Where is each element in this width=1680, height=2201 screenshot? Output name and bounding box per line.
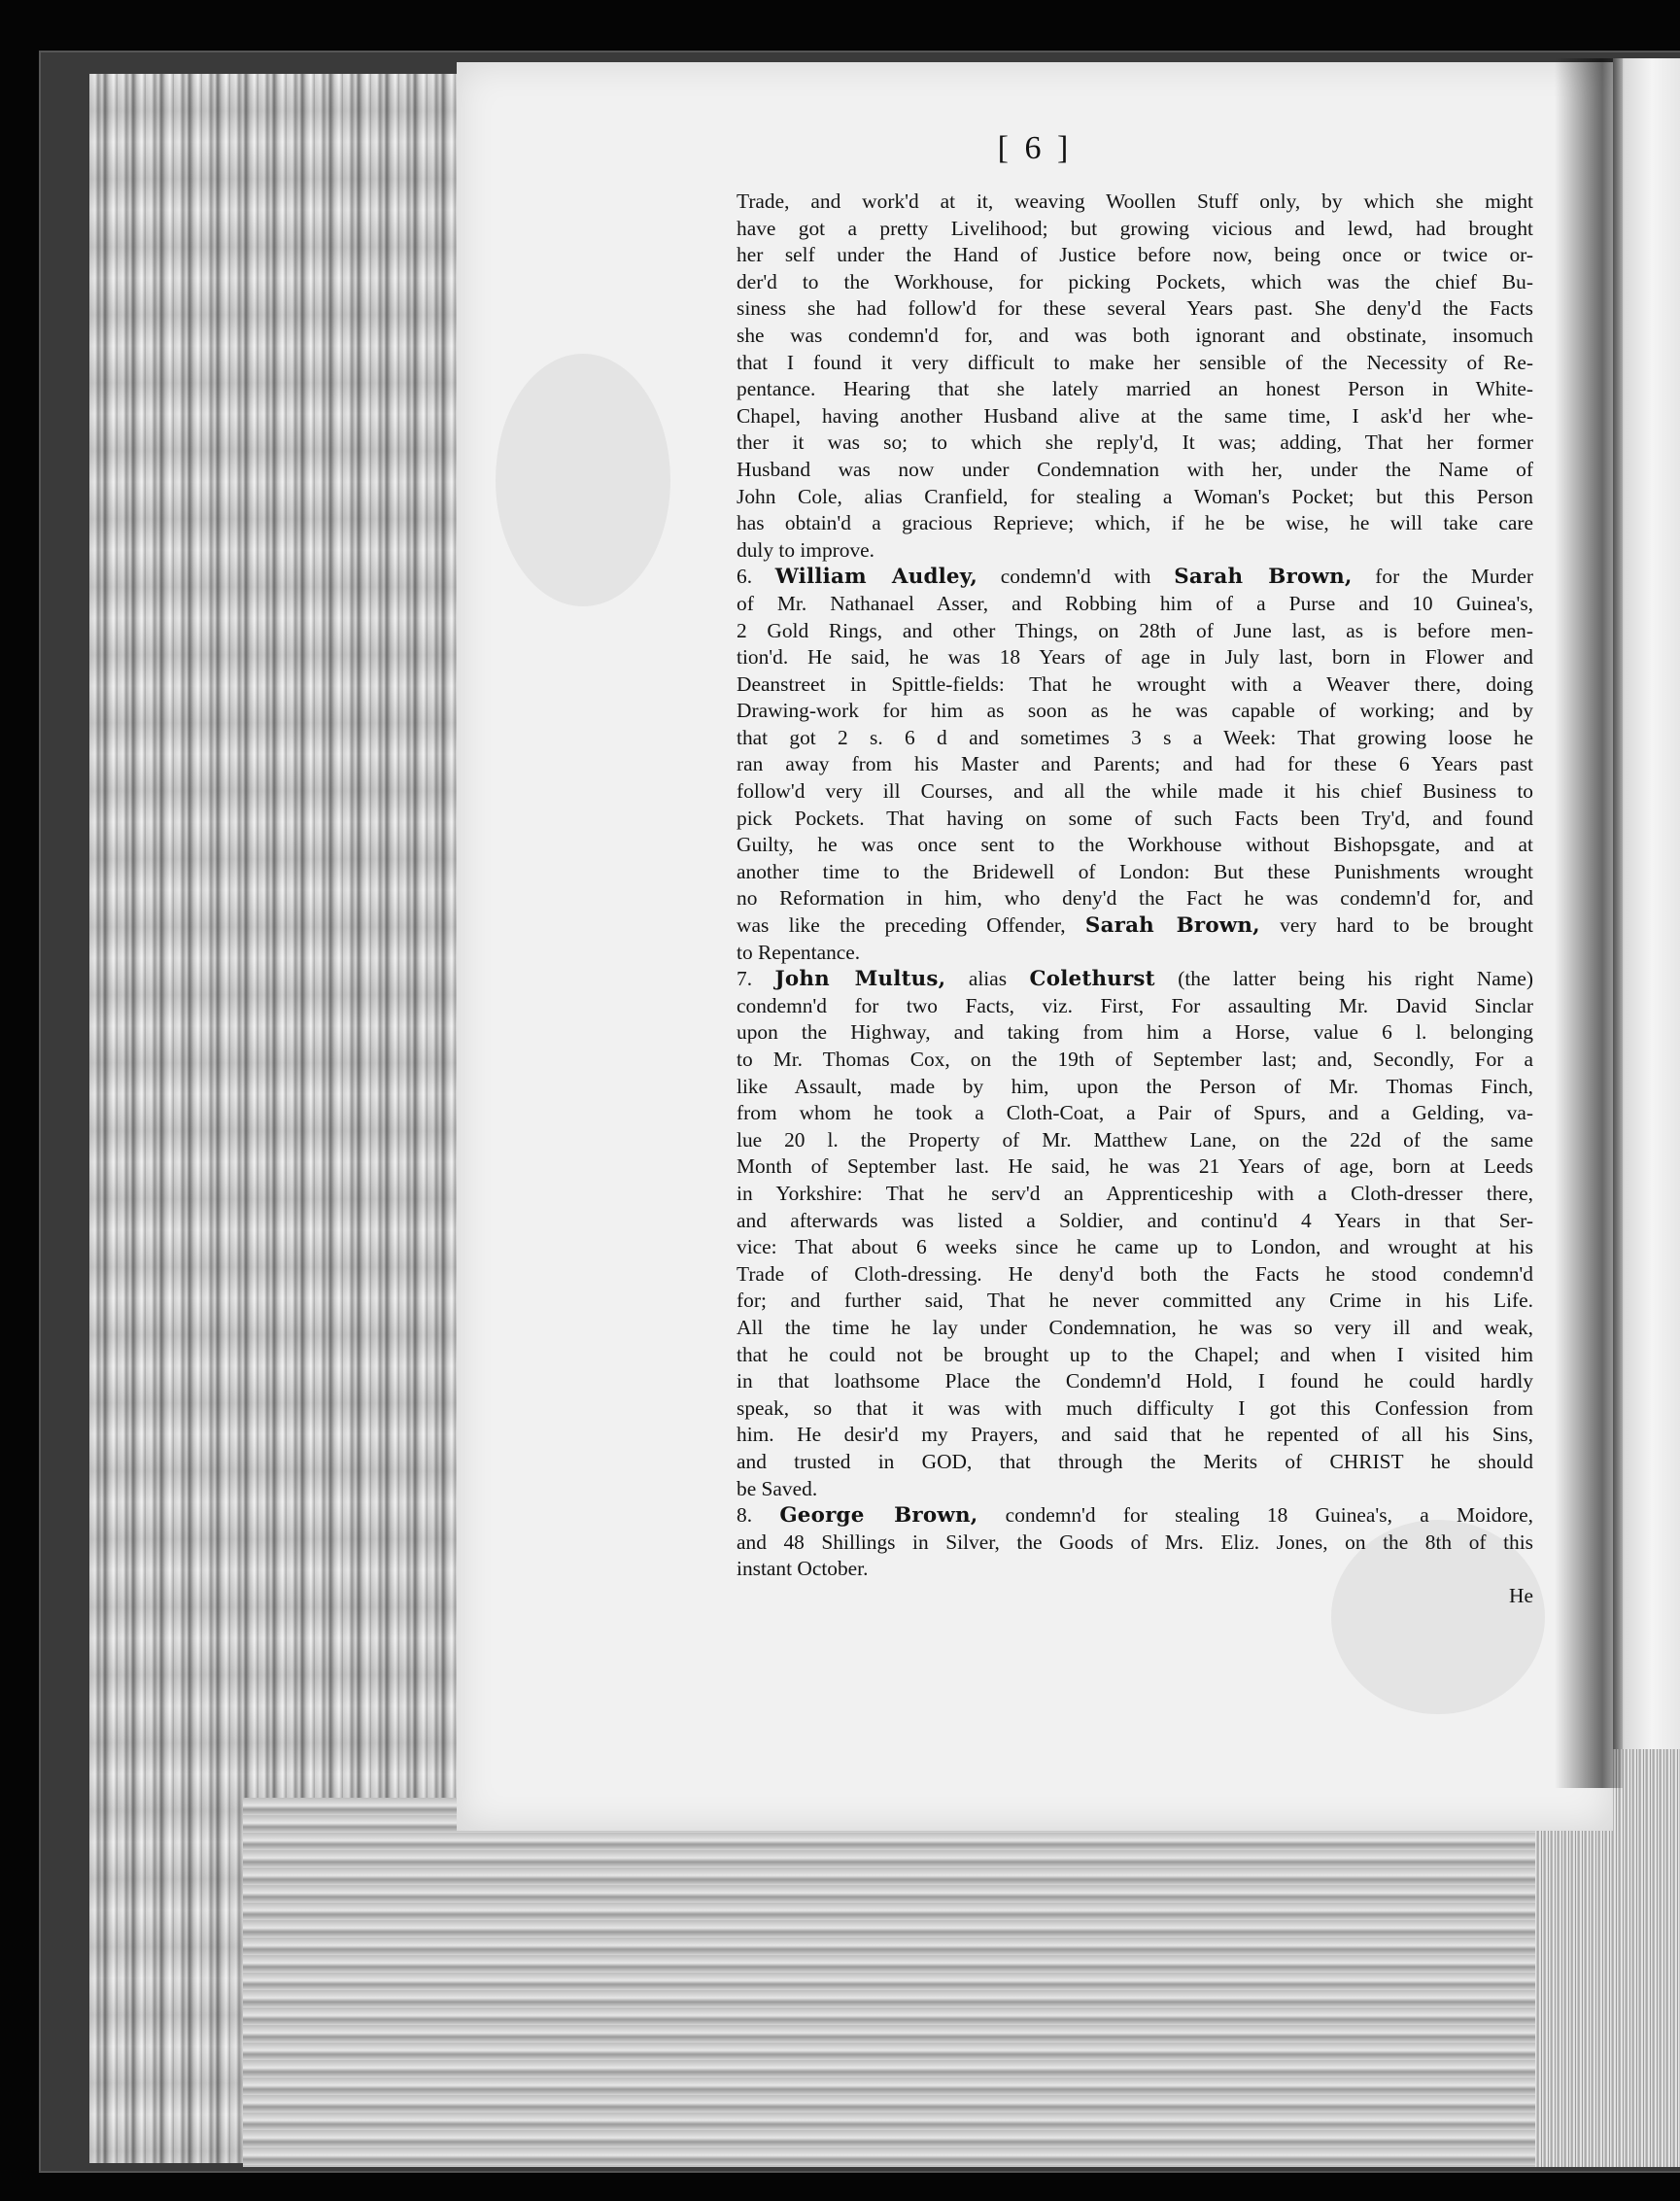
- text-run: to Repentance.: [737, 940, 861, 964]
- text-line: [737, 376, 1533, 403]
- text-line: [737, 618, 1533, 645]
- text-line: [737, 1476, 1533, 1503]
- text-run: her self under the Hand of Justice before now, being once or twice or-: [737, 243, 1533, 267]
- text-line: [737, 1019, 1533, 1047]
- text-line: [737, 1047, 1533, 1074]
- text-run: like Assault, made by him, upon the Person of Mr. Thomas Finch,: [737, 1074, 1533, 1098]
- text-run: she was condemn'd for, and was both ignorant and obstinate, insomuch: [737, 323, 1533, 347]
- text-run: der'd to the Workhouse, for picking Pockets, which was the chief Bu-: [737, 269, 1533, 293]
- text-line: [737, 564, 1533, 591]
- blackletter-name: Colethurst: [1029, 967, 1155, 992]
- text-line: [737, 1153, 1533, 1181]
- text-line: [737, 1261, 1533, 1289]
- blackletter-name: Sarah Brown,: [1084, 913, 1260, 939]
- text-run: condemn'd for stealing 18 Guinea's, a Moidore,: [977, 1503, 1533, 1528]
- text-run: in that loathsome Place the Condemn'd Hold, I found he could hardly: [737, 1369, 1533, 1393]
- text-run: 8.: [737, 1503, 780, 1528]
- text-line: [737, 778, 1533, 806]
- text-run: him. He desir'd my Prayers, and said that he repented of all his Sins,: [737, 1423, 1533, 1447]
- text-run: tion'd. He said, he was 18 Years of age in July last, born in Flower and: [737, 645, 1533, 670]
- text-run: siness she had follow'd for these several Years past. She deny'd the Facts: [737, 296, 1533, 321]
- text-line: [737, 484, 1533, 511]
- text-run: pick Pockets. That having on some of such Facts been Try'd, and found: [737, 806, 1533, 830]
- text-run: instant October.: [737, 1557, 869, 1581]
- text-line: [737, 591, 1533, 618]
- text-run: 2 Gold Rings, and other Things, on 28th of June last, as is before men-: [737, 618, 1533, 642]
- text-run: Husband was now under Condemnation with her, under the Name of: [737, 457, 1533, 481]
- text-line: [737, 1315, 1533, 1342]
- text-run: was like the preceding Offender,: [737, 913, 1085, 938]
- text-line: [737, 1074, 1533, 1101]
- text-run: ther it was so; to which she reply'd, It was; adding, That her former: [737, 430, 1533, 455]
- text-run: upon the Highway, and taking from him a Horse, value 6 l. belonging: [737, 1020, 1533, 1045]
- text-run: no Reformation in him, who deny'd the Fact he was condemn'd for, and: [737, 886, 1533, 911]
- text-line: [737, 806, 1533, 833]
- text-run: (the latter being his right Name): [1154, 967, 1533, 991]
- text-run: duly to improve.: [737, 537, 874, 562]
- text-line: [737, 859, 1533, 886]
- text-line: [737, 323, 1533, 350]
- text-run: that got 2 s. 6 d and sometimes 3 s a Week: That growing loose he: [737, 725, 1533, 749]
- text-line: [737, 1181, 1533, 1208]
- text-line: [737, 993, 1533, 1020]
- text-line: [737, 537, 1533, 565]
- text-line: [737, 403, 1533, 430]
- text-run: pentance. Hearing that she lately married an honest Person in White-: [737, 377, 1533, 401]
- text-line: [737, 751, 1533, 778]
- text-run: has obtain'd a gracious Reprieve; which, if he be wise, he will take care: [737, 511, 1533, 535]
- text-line: [737, 885, 1533, 912]
- text-run: another time to the Bridewell of London: But these Punishments wrought: [737, 859, 1533, 883]
- text-line: [737, 1342, 1533, 1369]
- text-line: [737, 1234, 1533, 1261]
- text-line: [737, 1288, 1533, 1315]
- text-line: [737, 1502, 1533, 1530]
- text-run: and 48 Shillings in Silver, the Goods of Mrs. Eliz. Jones, on the 8th of this: [737, 1530, 1533, 1554]
- page-body-text: [737, 189, 1533, 1609]
- text-line: [737, 1100, 1533, 1127]
- text-line: [737, 644, 1533, 671]
- text-run: Month of September last. He said, he was 21 Years of age, born at Leeds: [737, 1154, 1533, 1179]
- text-run: 6.: [737, 565, 775, 589]
- text-line: [737, 189, 1533, 216]
- text-run: vice: That about 6 weeks since he came up to London, and wrought at his: [737, 1235, 1533, 1259]
- text-line: [737, 1556, 1533, 1583]
- printed-page: [457, 62, 1613, 1831]
- text-line: [737, 350, 1533, 377]
- catchword: He: [1509, 1583, 1533, 1607]
- page-edges-bottom: [243, 1798, 1584, 2167]
- text-run: and trusted in GOD, that through the Merits of CHRIST he should: [737, 1449, 1533, 1473]
- blackletter-name: John Multus,: [774, 967, 946, 992]
- text-line: [737, 832, 1533, 859]
- text-run: in Yorkshire: That he serv'd an Apprenticeship with a Cloth-dresser there,: [737, 1181, 1533, 1205]
- text-run: Trade of Cloth-dressing. He deny'd both the Facts he stood condemn'd: [737, 1261, 1533, 1286]
- text-run: to Mr. Thomas Cox, on the 19th of September last; and, Secondly, For a: [737, 1048, 1533, 1071]
- text-line: [737, 725, 1533, 752]
- facing-page-edge: [1613, 58, 1680, 1749]
- text-line: [737, 430, 1533, 457]
- text-run: that I found it very difficult to make her sensible of the Necessity of Re-: [737, 350, 1533, 374]
- text-line: [737, 1368, 1533, 1395]
- text-line: [737, 1208, 1533, 1235]
- spine-shadow: [1555, 58, 1623, 1788]
- text-run: All the time he lay under Condemnation, he was so very ill and weak,: [737, 1315, 1533, 1339]
- text-run: speak, so that it was with much difficulty I got this Confession from: [737, 1395, 1533, 1420]
- text-line: [737, 1530, 1533, 1557]
- text-run: lue 20 l. the Property of Mr. Matthew Lane, on the 22d of the same: [737, 1127, 1533, 1152]
- blackletter-name: George Brown,: [779, 1503, 978, 1529]
- blackletter-name: William Audley,: [774, 565, 977, 590]
- text-line: [737, 216, 1533, 243]
- text-line: [737, 1449, 1533, 1476]
- text-run: Trade, and work'd at it, weaving Woollen Stuff only, by which she might: [737, 189, 1533, 213]
- text-line: [737, 510, 1533, 537]
- text-line: [737, 912, 1533, 940]
- text-run: have got a pretty Livelihood; but growing vicious and lewd, had brought: [737, 216, 1533, 240]
- text-run: follow'd very ill Courses, and all the while made it his chief Business to: [737, 779, 1533, 804]
- text-run: of Mr. Nathanael Asser, and Robbing him of a Purse and 10 Guinea's,: [737, 591, 1533, 615]
- text-run: for the Murder: [1352, 565, 1533, 589]
- text-run: Chapel, having another Husband alive at the same time, I ask'd her whe-: [737, 403, 1533, 428]
- text-line: [737, 1395, 1533, 1423]
- blackletter-name: Sarah Brown,: [1174, 565, 1353, 590]
- text-run: 7.: [737, 967, 775, 991]
- text-run: Deanstreet in Spittle-fields: That he wrought with a Weaver there, doing: [737, 671, 1533, 696]
- page-number: [ 6 ]: [997, 130, 1073, 166]
- text-run: very hard to be brought: [1259, 913, 1533, 938]
- text-run: from whom he took a Cloth-Coat, a Pair of Spurs, and a Gelding, va-: [737, 1101, 1533, 1125]
- text-run: condemn'd for two Facts, viz. First, For assaulting Mr. David Sinclar: [737, 993, 1533, 1017]
- text-run: Guilty, he was once sent to the Workhouse without Bishopsgate, and at: [737, 833, 1533, 857]
- text-run: for; and further said, That he never committed any Crime in his Life.: [737, 1289, 1533, 1313]
- text-line: [737, 698, 1533, 725]
- text-line: [737, 242, 1533, 269]
- text-run: be Saved.: [737, 1476, 818, 1500]
- text-run: alias: [945, 967, 1030, 991]
- text-run: that he could not be brought up to the Chapel; and when I visited him: [737, 1342, 1533, 1366]
- text-run: ran away from his Master and Parents; and had for these 6 Years past: [737, 752, 1533, 776]
- text-run: Drawing-work for him as soon as he was capable of working; and by: [737, 699, 1533, 723]
- text-run: John Cole, alias Cranfield, for stealing a Woman's Pocket; but this Person: [737, 484, 1533, 508]
- text-line: [737, 671, 1533, 699]
- text-run: condemn'd with: [977, 565, 1175, 589]
- text-line: [737, 269, 1533, 296]
- text-line: [737, 966, 1533, 993]
- text-line: [737, 1127, 1533, 1154]
- text-line: [737, 1422, 1533, 1449]
- text-run: and afterwards was listed a Soldier, and continu'd 4 Years in that Ser-: [737, 1208, 1533, 1232]
- paper-stain: [496, 354, 670, 606]
- text-line: [737, 295, 1533, 323]
- text-line: [737, 940, 1533, 967]
- text-line: [737, 457, 1533, 484]
